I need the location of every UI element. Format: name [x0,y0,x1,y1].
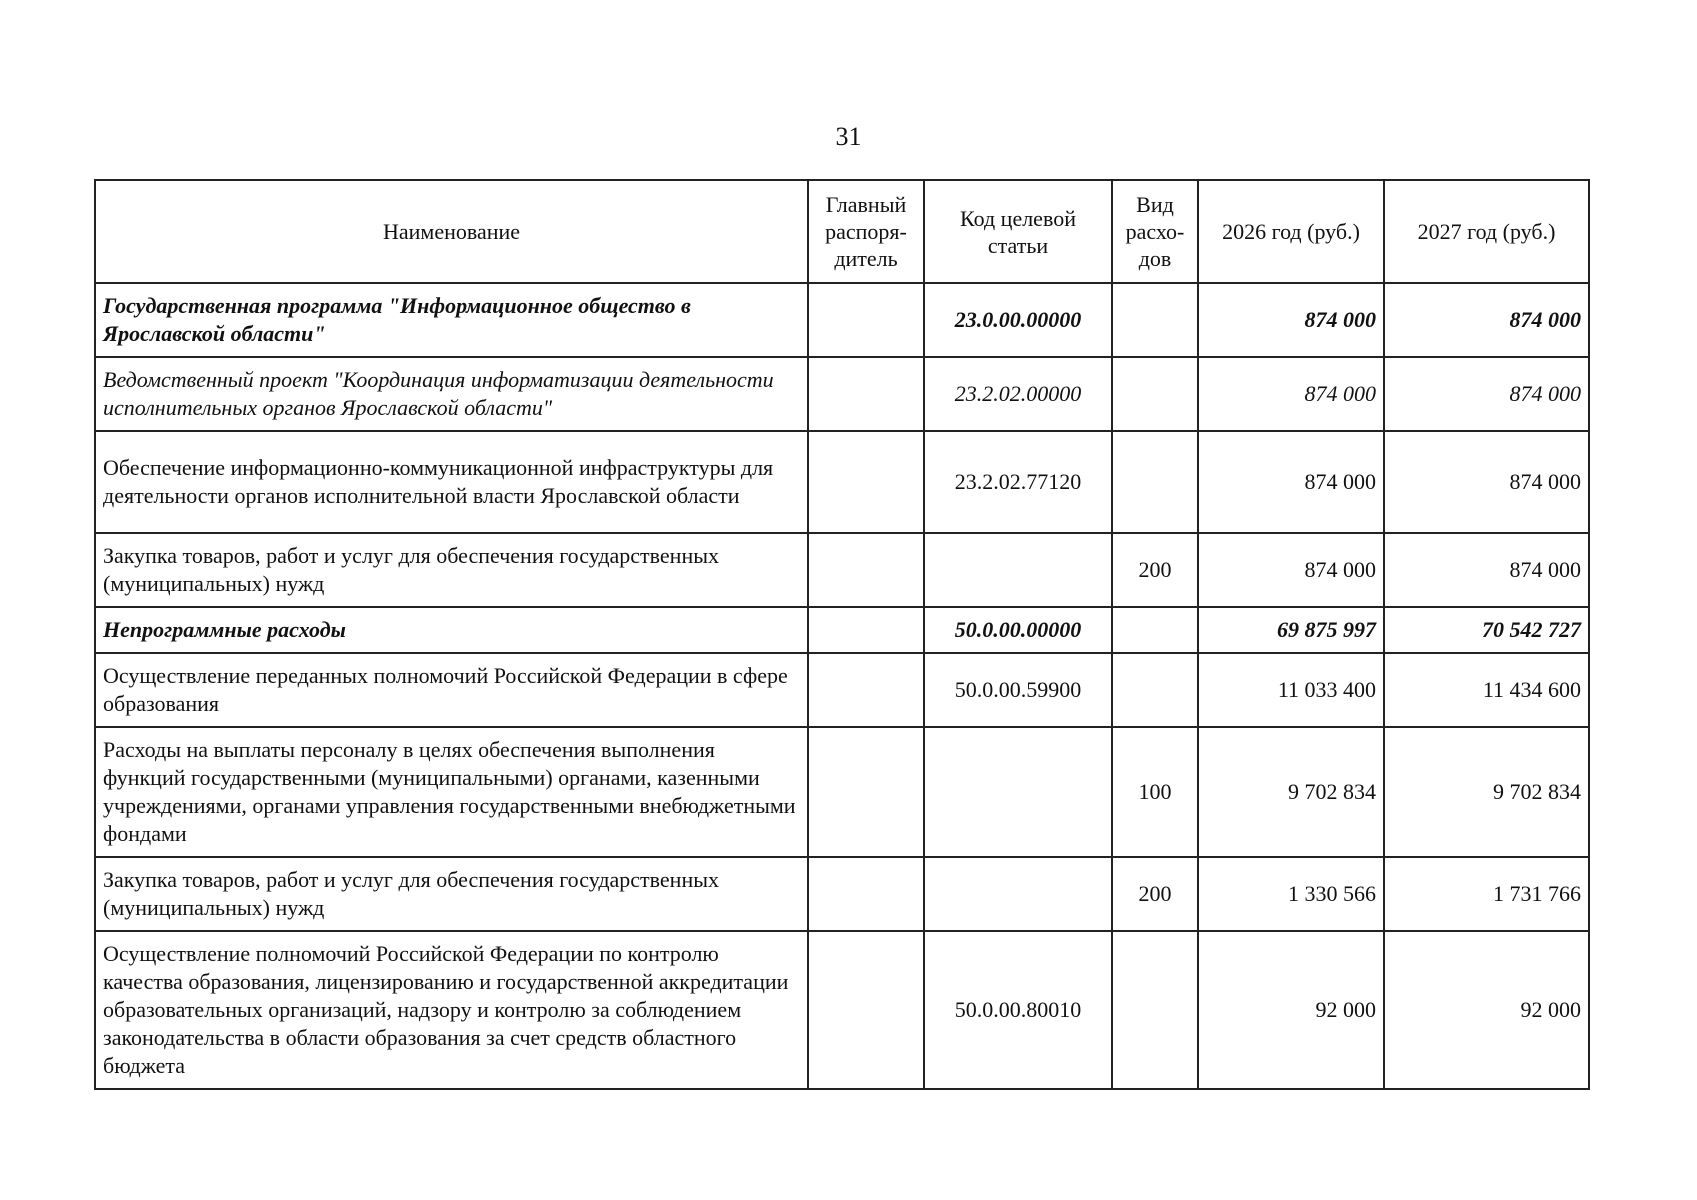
row-year-2026: 874 000 [1198,533,1384,607]
row-name: Закупка товаров, работ и услуг для обеспечения государственных (муниципальных) нужд [95,533,808,607]
row-main-manager [808,607,924,653]
row-year-2026: 92 000 [1198,931,1384,1089]
row-year-2027: 874 000 [1384,431,1589,533]
table-row [95,857,1589,931]
table-row [95,357,1589,431]
row-year-2027: 11 434 600 [1384,653,1589,727]
row-year-2026: 69 875 997 [1198,607,1384,653]
row-target-code [924,857,1112,931]
table-row [95,727,1589,857]
row-main-manager [808,653,924,727]
row-name: Расходы на выплаты персоналу в целях обеспечения выполнения функций государственными (муниципальными) органами, казенными учреждениями, органами управления государственными внебюджетными фондами [95,727,808,857]
row-expense-type [1112,431,1198,533]
row-year-2026: 874 000 [1198,283,1384,357]
row-year-2027: 874 000 [1384,357,1589,431]
row-name: Закупка товаров, работ и услуг для обеспечения государственных (муниципальных) нужд [95,857,808,931]
row-target-code: 23.2.02.00000 [924,357,1112,431]
row-expense-type [1112,653,1198,727]
row-target-code: 23.2.02.77120 [924,431,1112,533]
row-main-manager [808,357,924,431]
row-expense-type: 100 [1112,727,1198,857]
row-year-2026: 874 000 [1198,431,1384,533]
row-year-2027: 9 702 834 [1384,727,1589,857]
row-name: Обеспечение информационно-коммуникационной инфраструктуры для деятельности органов исполнительной власти Ярославской области [95,431,808,533]
row-year-2027: 92 000 [1384,931,1589,1089]
header-year-2026: 2026 год (руб.) [1198,180,1384,283]
row-target-code: 50.0.00.59900 [924,653,1112,727]
header-year-2027: 2027 год (руб.) [1384,180,1589,283]
row-main-manager [808,283,924,357]
table-row [95,653,1589,727]
row-expense-type: 200 [1112,533,1198,607]
row-main-manager [808,727,924,857]
row-year-2027: 1 731 766 [1384,857,1589,931]
row-name: Непрограммные расходы [95,607,808,653]
table-row [95,607,1589,653]
row-main-manager [808,857,924,931]
budget-table [94,179,1590,1090]
table-row [95,431,1589,533]
row-name: Осуществление переданных полномочий Российской Федерации в сфере образования [95,653,808,727]
row-name: Осуществление полномочий Российской Федерации по контролю качества образования, лицензированию и государственной аккредитации образовательных организаций, надзору и контролю за соблюдением законодательства в области образования за счет средств областного бюджета [95,931,808,1089]
row-main-manager [808,431,924,533]
table-row [95,533,1589,607]
row-year-2027: 874 000 [1384,533,1589,607]
row-target-code: 50.0.00.00000 [924,607,1112,653]
row-year-2026: 9 702 834 [1198,727,1384,857]
row-target-code: 50.0.00.80010 [924,931,1112,1089]
row-year-2027: 874 000 [1384,283,1589,357]
row-name: Государственная программа "Информационное общество в Ярославской области" [95,283,808,357]
table-row [95,931,1589,1089]
header-name: Наименование [95,180,808,283]
page-number: 31 [835,122,862,151]
row-expense-type [1112,283,1198,357]
row-expense-type [1112,607,1198,653]
table-header-row [95,180,1589,283]
row-main-manager [808,533,924,607]
row-expense-type [1112,931,1198,1089]
header-main-manager: Главный распоря-дитель [808,180,924,283]
row-name: Ведомственный проект "Координация информатизации деятельности исполнительных органов Ярославской области" [95,357,808,431]
row-main-manager [808,931,924,1089]
table-row [95,283,1589,357]
row-target-code: 23.0.00.00000 [924,283,1112,357]
header-expense-type: Вид расхо-дов [1112,180,1198,283]
row-year-2026: 11 033 400 [1198,653,1384,727]
row-expense-type [1112,357,1198,431]
row-expense-type: 200 [1112,857,1198,931]
header-target-code: Код целевой статьи [924,180,1112,283]
row-year-2026: 1 330 566 [1198,857,1384,931]
row-target-code [924,533,1112,607]
row-year-2026: 874 000 [1198,357,1384,431]
row-year-2027: 70 542 727 [1384,607,1589,653]
row-target-code [924,727,1112,857]
